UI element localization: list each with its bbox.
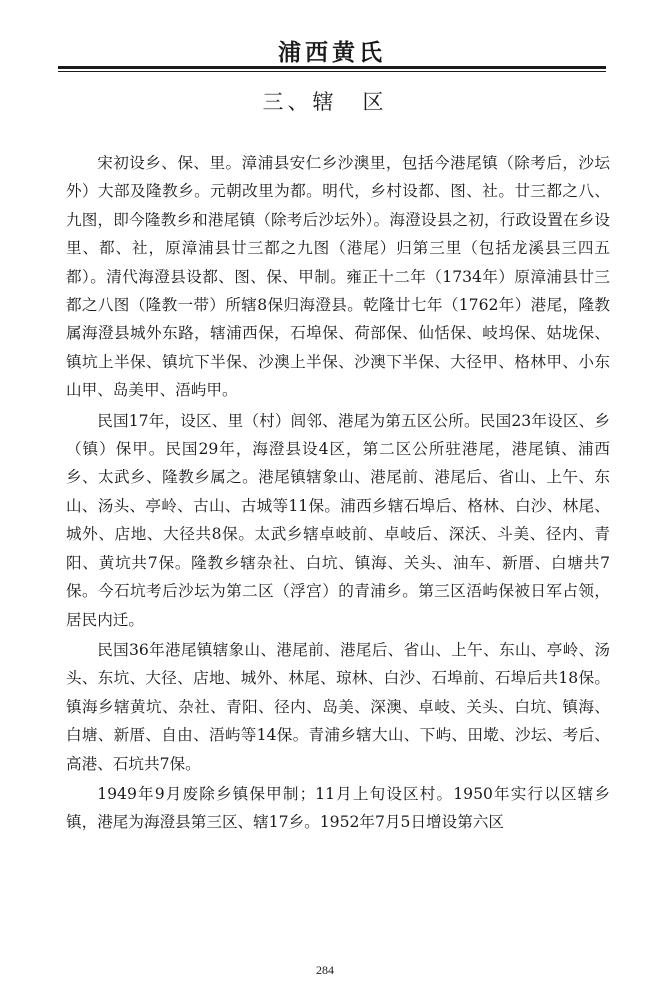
section-title: 三、辖 区 (262, 90, 388, 114)
paragraph-minguo-17-29: 民国17年，设区、里（村）闾邻、港尾为第五区公所。民国23年设区、乡（镇）保甲。民国29年，海澄县设4区，第二区公所驻港尾，港尾镇、浦西乡、太武乡、隆教乡属之。港尾镇辖象山、港尾前、港尾后、省山、上午、东山、汤头、亭岭、古山、古城等11保。浦西乡辖石埠后、格林、白沙、林尾、城外、店地、大径共8保。太武乡辖卓岐前、卓岐后、深沃、斗美、径内、青阳、黄坑共7保。隆教乡辖杂社、白坑、镇海、关头、油车、新厝、白塘共7保。今石坑考后沙坛为第二区（浮宫）的青浦乡。第三区浯屿保被日军占领，居民内迁。 (66, 411, 610, 629)
paragraph-1949-1952: 1949年9月废除乡镇保甲制；11月上旬设区村。1950年实行以区辖乡镇，港尾为海澄县第三区、辖17乡。1952年7月5日增设第六区 (66, 784, 610, 832)
header-rule-thick (58, 66, 606, 69)
page-number: 284 (316, 963, 334, 977)
running-head-title: 浦西黄氏 (278, 39, 386, 66)
paragraph-song-to-qing: 宋初设乡、保、里。漳浦县安仁乡沙澳里，包括今港尾镇（除考后，沙坛外）大部及隆教乡。元朝改里为都。明代，乡村设都、图、社。廿三都之八、九图，即今隆教乡和港尾镇（除考后沙坛外）。海澄设县之初，行政设置在乡设里、都、社，原漳浦县廿三都之九图（港尾）归第三里（包括龙溪县三四五都）。清代海澄县设都、图、保、甲制。雍正十二年（1734年）原漳浦县廿三都之八图（隆教一带）所辖8保归海澄县。乾隆廿七年（1762年）港尾，隆教属海澄县城外东路，辖浦西保，石埠保、荷部保、仙恬保、岐坞保、姑垅保、镇坑上半保、镇坑下半保、沙澳上半保、沙澳下半保、大径甲、格林甲、小东山甲、岛美甲、浯屿甲。 (66, 154, 610, 400)
body-text (66, 149, 610, 837)
paragraph-minguo-36: 民国36年港尾镇辖象山、港尾前、港尾后、省山、上午、东山、亭岭、汤头、东坑、大径、店地、城外、林尾、琼林、白沙、石埠前、石埠后共18保。镇海乡辖黄坑、杂社、青阳、径内、岛美、深澳、卓岐、关头、白坑、镇海、白塘、新厝、自由、浯屿等14保。青浦乡辖大山、下屿、田墘、沙坛、考后、高港、石坑共7保。 (66, 640, 610, 773)
header-rule-thin (58, 71, 606, 72)
